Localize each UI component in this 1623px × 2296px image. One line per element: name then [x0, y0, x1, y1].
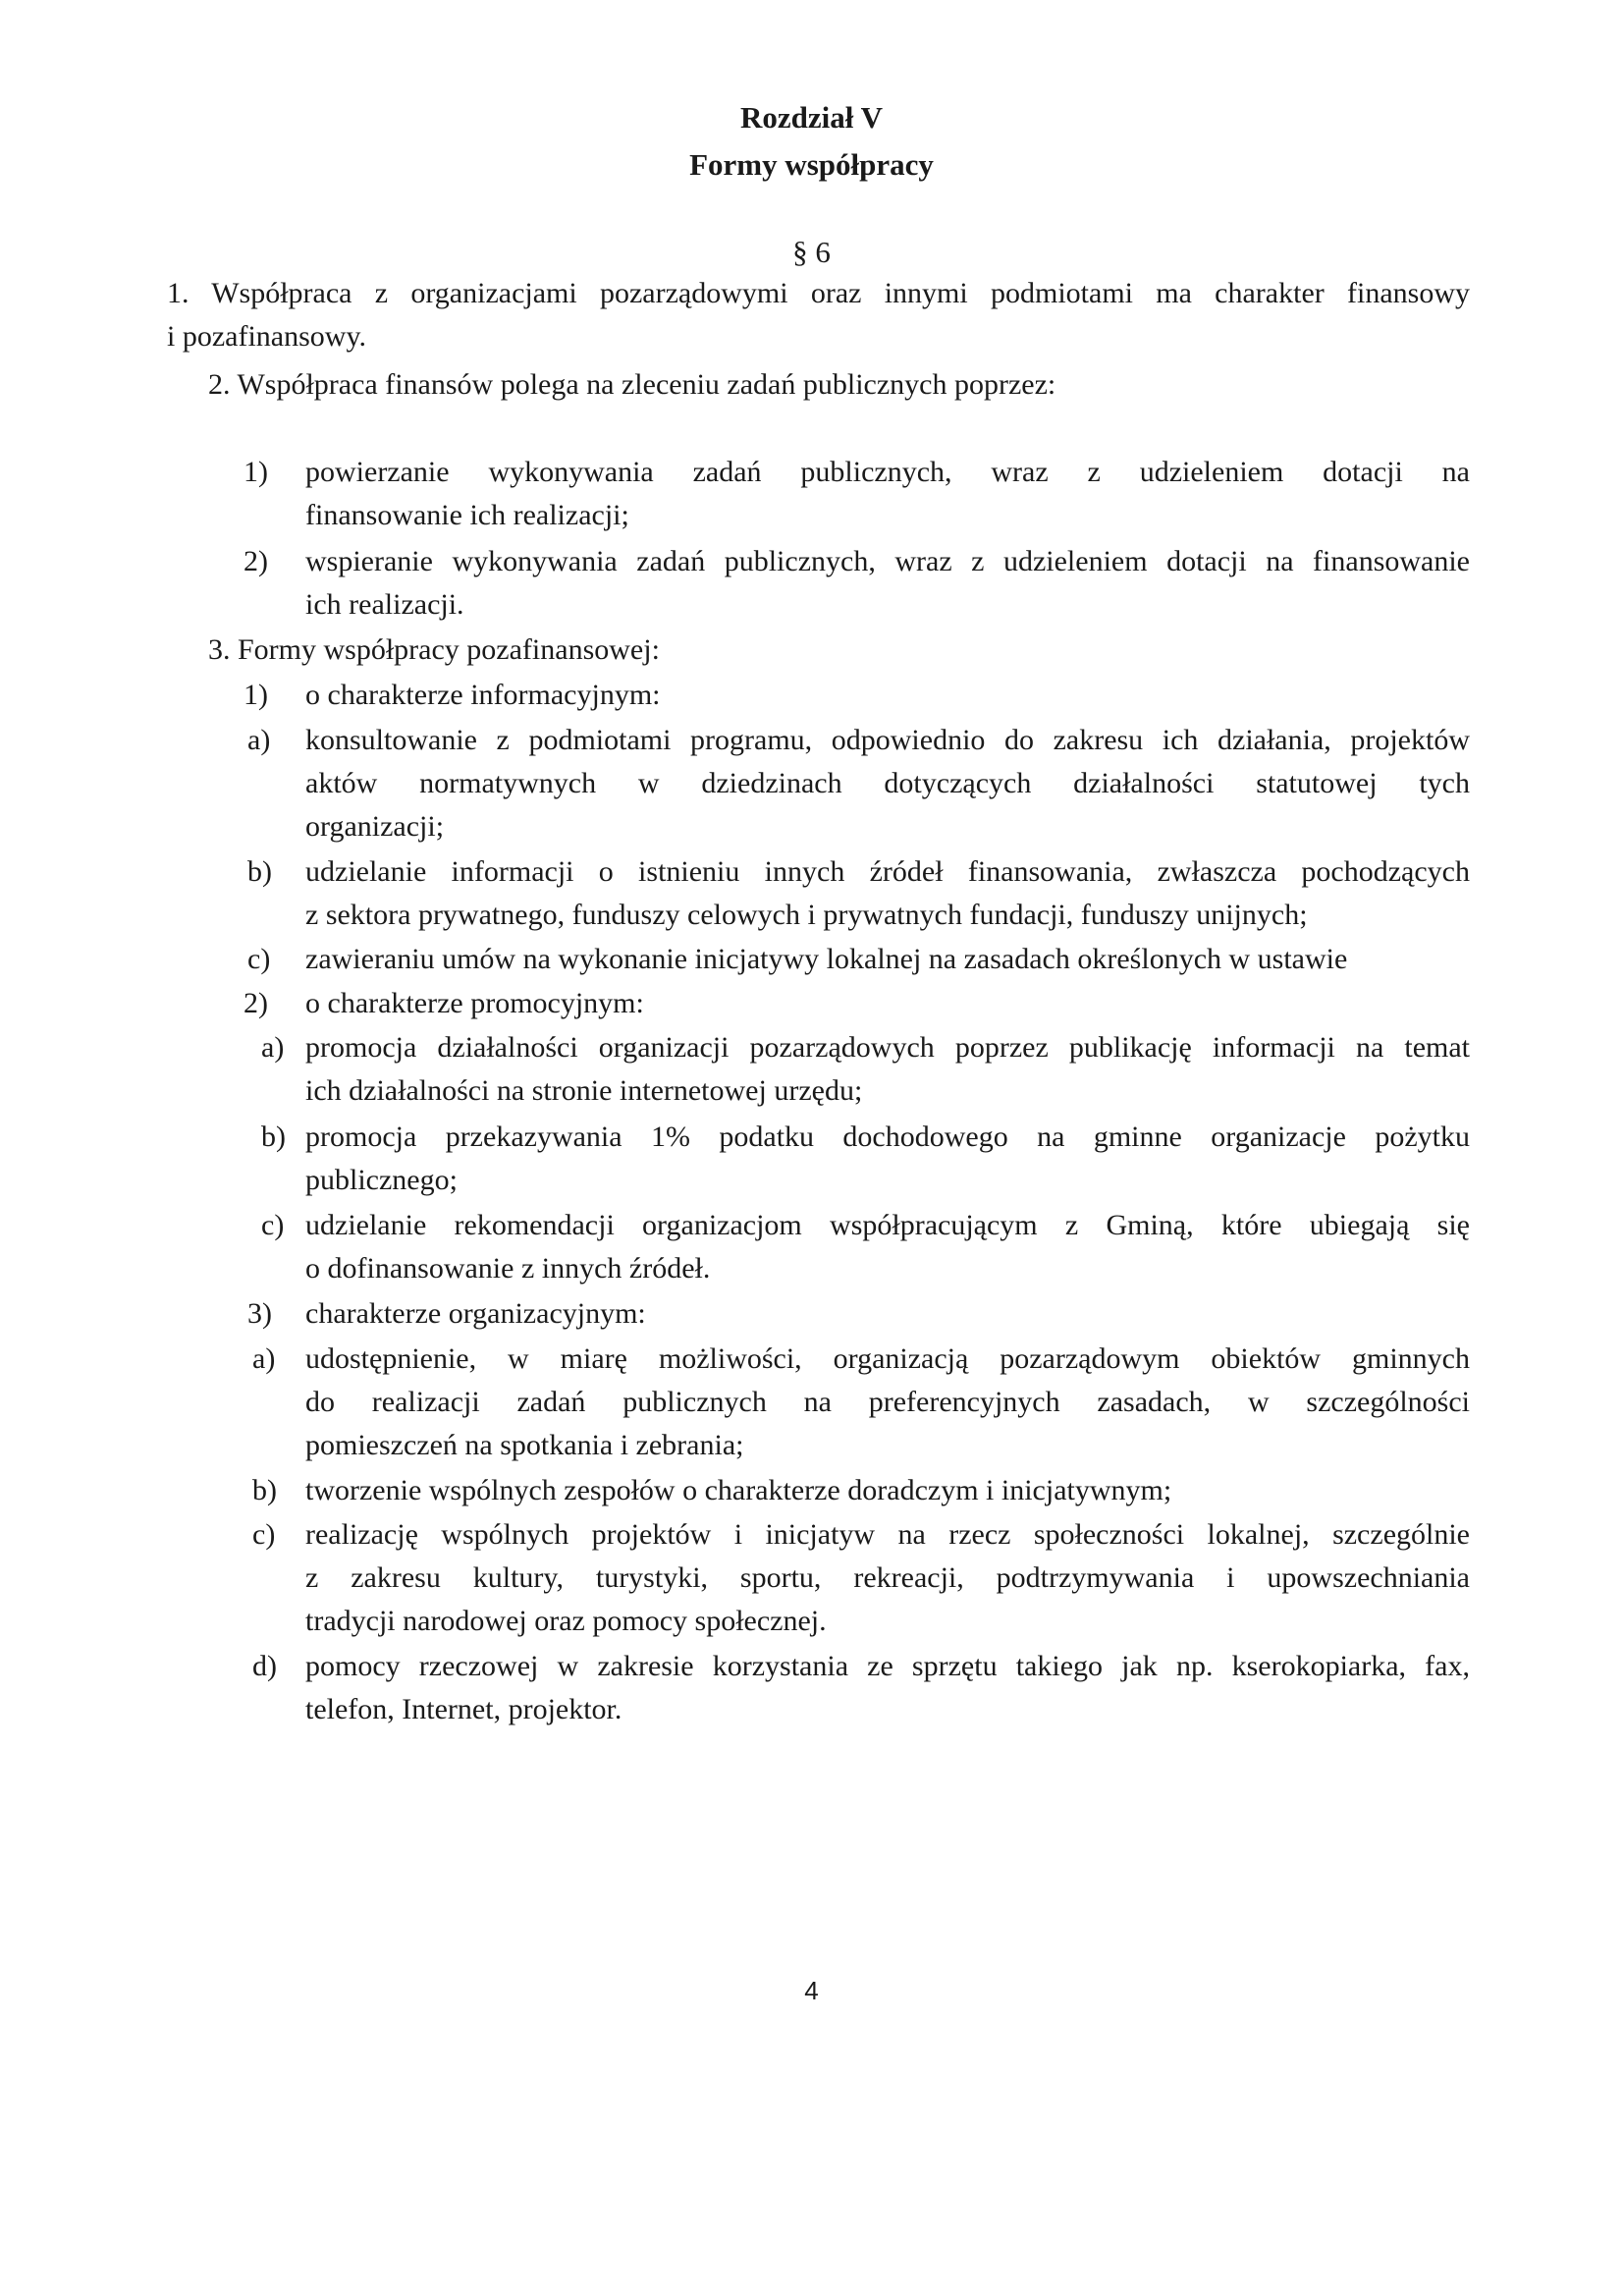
chapter-title: Formy współpracy	[689, 147, 934, 182]
p3-g1-b-line-1: udzielanie informacji o istnieniu innych źródeł finansowania, zwłaszcza pochodzących	[305, 855, 1470, 888]
p2-item-1-line-1: powierzanie wykonywania zadań publicznych, wraz z udzieleniem dotacji na	[305, 456, 1470, 488]
p2-item-1-label: 1)	[243, 456, 268, 488]
p3-g1-c-label: c)	[247, 943, 271, 975]
p3-g1-a-line-2: aktów normatywnych w dziedzinach dotyczących działalności statutowej tych	[305, 767, 1470, 799]
p3-g2-c-label: c)	[261, 1209, 285, 1241]
p3-g1-a-label: a)	[247, 724, 271, 756]
p3-g3-b-line-1: tworzenie wspólnych zespołów o charakterze doradczym i inicjatywnym;	[305, 1474, 1172, 1506]
p3-g3-b-label: b)	[252, 1474, 277, 1506]
p3-g3-c-label: c)	[252, 1518, 276, 1551]
p3-g3-d-label: d)	[252, 1650, 277, 1682]
section-sign: § 6	[792, 235, 831, 269]
p3-g1-title: o charakterze informacyjnym:	[305, 679, 661, 711]
p3-g1-b-line-2: z sektora prywatnego, funduszy celowych i prywatnych fundacji, funduszy unijnych;	[305, 899, 1308, 931]
p2-item-2-line-1: wspieranie wykonywania zadań publicznych, wraz z udzieleniem dotacji na finansowanie	[305, 545, 1470, 577]
p3-g2-c-line-2: o dofinansowanie z innych źródeł.	[305, 1252, 711, 1285]
p3-g2-a-line-2: ich działalności na stronie internetowej urzędu;	[305, 1074, 863, 1107]
p3-g1-a-line-1: konsultowanie z podmiotami programu, odpowiednio do zakresu ich działania, projektów	[305, 724, 1470, 756]
p1-line-1: 1. Współpraca z organizacjami pozarządowymi oraz innymi podmiotami ma charakter finansowy	[167, 277, 1470, 309]
p2-item-1-line-2: finansowanie ich realizacji;	[305, 499, 629, 531]
p3-g3-c-line-2: z zakresu kultury, turystyki, sportu, rekreacji, podtrzymywania i upowszechniania	[305, 1561, 1470, 1594]
p3-intro: 3. Formy współpracy pozafinansowej:	[208, 633, 660, 666]
p3-g2-label: 2)	[243, 987, 268, 1019]
p3-g2-b-label: b)	[261, 1121, 286, 1153]
p2-item-2-label: 2)	[243, 545, 268, 577]
p3-g1-b-label: b)	[247, 855, 272, 888]
p3-g1-a-line-3: organizacji;	[305, 810, 445, 843]
p3-g3-c-line-3: tradycji narodowej oraz pomocy społecznej.	[305, 1605, 827, 1637]
p3-g2-a-label: a)	[261, 1031, 285, 1064]
p2-intro: 2. Współpraca finansów polega na zleceniu zadań publicznych poprzez:	[208, 368, 1056, 401]
p1-line-2: i pozafinansowy.	[167, 320, 366, 353]
page-number: 4	[804, 1976, 819, 2005]
p3-g3-d-line-1: pomocy rzeczowej w zakresie korzystania ze sprzętu takiego jak np. kserokopiarka, fax,	[305, 1650, 1470, 1682]
p2-item-2-line-2: ich realizacji.	[305, 588, 464, 621]
chapter-number: Rozdział V	[740, 100, 883, 135]
p3-g3-d-line-2: telefon, Internet, projektor.	[305, 1693, 622, 1725]
p3-g2-b-line-1: promocja przekazywania 1% podatku dochodowego na gminne organizacje pożytku	[305, 1121, 1470, 1153]
p3-g3-a-line-1: udostępnienie, w miarę możliwości, organizacją pozarządowym obiektów gminnych	[305, 1342, 1470, 1375]
p3-g1-label: 1)	[243, 679, 268, 711]
p3-g1-c-line-1: zawieraniu umów na wykonanie inicjatywy lokalnej na zasadach określonych w ustawie	[305, 943, 1348, 975]
p3-g2-a-line-1: promocja działalności organizacji pozarządowych poprzez publikację informacji na temat	[305, 1031, 1470, 1064]
p3-g3-a-label: a)	[252, 1342, 276, 1375]
p3-g3-title: charakterze organizacyjnym:	[305, 1297, 646, 1330]
p3-g2-b-line-2: publicznego;	[305, 1164, 458, 1196]
p3-g3-a-line-3: pomieszczeń na spotkania i zebrania;	[305, 1429, 744, 1461]
p3-g3-a-line-2: do realizacji zadań publicznych na preferencyjnych zasadach, w szczególności	[305, 1386, 1470, 1418]
p3-g2-title: o charakterze promocyjnym:	[305, 987, 644, 1019]
p3-g2-c-line-1: udzielanie rekomendacji organizacjom współpracującym z Gminą, które ubiegają się	[305, 1209, 1470, 1241]
p3-g3-c-line-1: realizację wspólnych projektów i inicjatyw na rzecz społeczności lokalnej, szczególnie	[305, 1518, 1470, 1551]
p3-g3-label: 3)	[247, 1297, 272, 1330]
